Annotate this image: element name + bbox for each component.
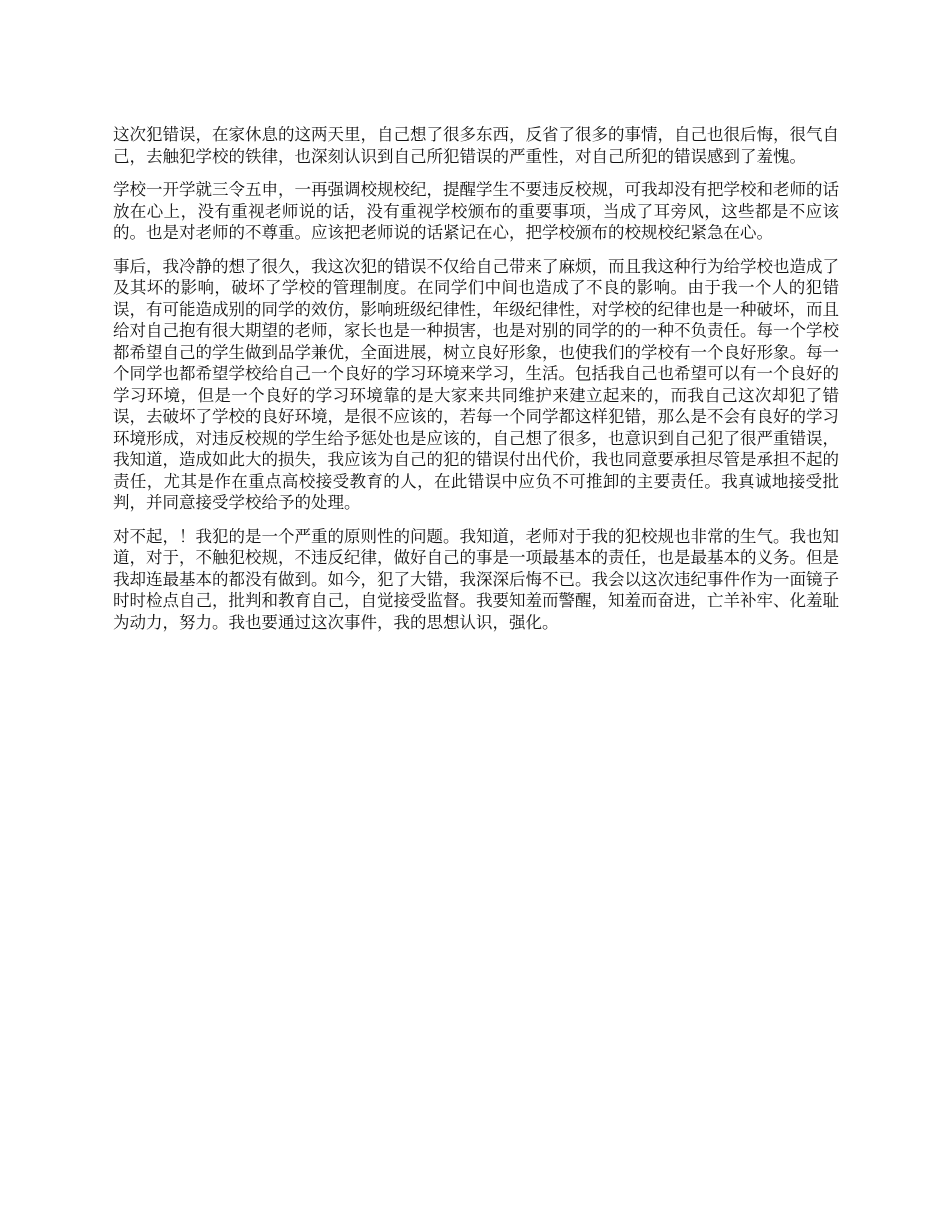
paragraph-1: 这次犯错误，在家休息的这两天里，自己想了很多东西，反省了很多的事情，自己也很后悔，很气自己，去触犯学校的铁律，也深刻认识到自己所犯错误的严重性，对自己所犯的错误感到了羞愧。 [113,125,839,166]
document-body [113,124,839,645]
paragraph-4: 对不起，！我犯的是一个严重的原则性的问题。我知道，老师对于我的犯校规也非常的生气。我也知道，对于，不触犯校规，不违反纪律，做好自己的事是一项最基本的责任，也是最基本的义务。但是我却连最基本的都没有做到。如今，犯了大错，我深深后悔不已。我会以这次违纪事件作为一面镜子时时检点自己，批判和教育自己，自觉接受监督。我要知羞而警醒，知羞而奋进，亡羊补牢、化羞耻为动力，努力。我也要通过这次事件，我的思想认识，强化。 [113,526,839,632]
paragraph-3: 事后，我冷静的想了很久，我这次犯的错误不仅给自己带来了麻烦，而且我这种行为给学校也造成了及其坏的影响，破坏了学校的管理制度。在同学们中间也造成了不良的影响。由于我一个人的犯错误，有可能造成别的同学的效仿，影响班级纪律性，年级纪律性，对学校的纪律也是一种破坏，而且给对自己抱有很大期望的老师，家长也是一种损害，也是对别的同学的的一种不负责任。每一个学校都希望自己的学生做到品学兼优，全面进展，树立良好形象，也使我们的学校有一个良好形象。每一个同学也都希望学校给自己一个良好的学习环境来学习，生活。包括我自己也希望可以有一个良好的学习环境，但是一个良好的学习环境靠的是大家来共同维护来建立起来的，而我自己这次却犯了错误，去破坏了学校的良好环境，是很不应该的，若每一个同学都这样犯错，那么是不会有良好的学习环境形成，对违反校规的学生给予惩处也是应该的，自己想了很多，也意识到自己犯了很严重错误，我知道，造成如此大的损失，我应该为自己的犯的错误付出代价，我也同意要承担尽管是承担不起的责任，尤其是作在重点高校接受教育的人，在此错误中应负不可推卸的主要责任。我真诚地接受批判，并同意接受学校给予的处理。 [113,256,839,512]
paragraph-2: 学校一开学就三令五申，一再强调校规校纪，提醒学生不要违反校规，可我却没有把学校和老师的话放在心上，没有重视老师说的话，没有重视学校颁布的重要事项，当成了耳旁风，这些都是不应该的。也是对老师的不尊重。应该把老师说的话紧记在心，把学校颁布的校规校纪紧急在心。 [113,180,839,242]
